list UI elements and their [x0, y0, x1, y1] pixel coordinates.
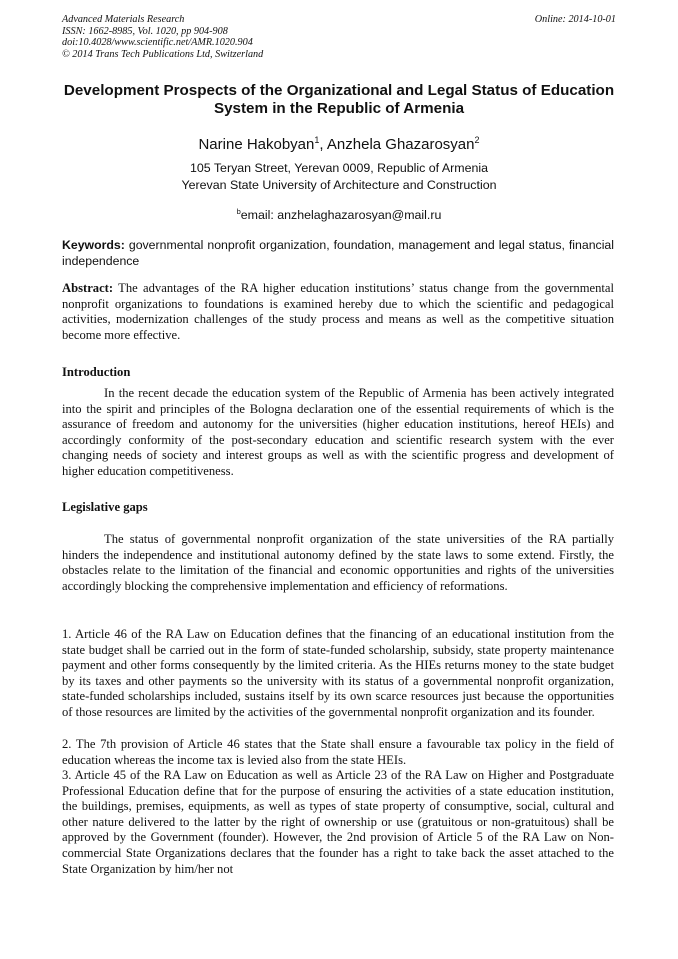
- journal-name: Advanced Materials Research: [62, 14, 185, 25]
- author-name: Narine Hakobyan: [198, 136, 315, 153]
- journal-issn: ISSN: 1662-8985, Vol. 1020, pp 904-908: [62, 25, 228, 37]
- paper-authors: [62, 135, 616, 153]
- introduction-paragraph: In the recent decade the education system of the Republic of Armenia has been actively integrated into the spirit and principles of the Bologna declaration one of the essential requirements of which is the assurance of freedom and autonomy for the universities (higher education institutions, hereof HEIs) and accordingly conformity of the post-secondary education and scientific research system with the ever changing needs of society and interest groups as well as with the scientific progress and development of higher education competitiveness.: [62, 386, 614, 478]
- keywords-label: Keywords:: [62, 238, 125, 252]
- author-affil-mark: 2: [474, 135, 480, 145]
- email-text: email: anzhelaghazarosyan@mail.ru: [240, 208, 442, 223]
- author-affil-mark: 1: [314, 135, 320, 145]
- paper-title: Development Prospects of the Organizational and Legal Status of Education System in the Republic of Armenia: [63, 82, 615, 117]
- author-affiliation: [62, 160, 616, 194]
- list-item: 3. Article 45 of the RA Law on Education as well as Article 23 of the RA Law on Higher and Postgraduate Professional Education define that for the purpose of ensuring the activities of a state education institution, the buildings, premises, equipments, as well as types of state property of consumptive, social, cultural and other nature delivered to the latter by the right of ownership or use (gratuitous or non-gratuitous) shall be approved by the Government (founder). However, the 2nd provision of Article 5 of the RA Law on Non-commercial State Organizations declares that the founder has a right to take back the asset attached to the State Organization by him/her not: [62, 768, 614, 876]
- keywords: [62, 238, 614, 269]
- author-email: [62, 207, 616, 222]
- abstract: [62, 281, 614, 343]
- email-mark: b: [236, 207, 241, 216]
- affiliation-institution: Yerevan State University of Architecture and Construction: [181, 178, 497, 192]
- online-date: Online: 2014-10-01: [534, 14, 616, 25]
- keywords-text: governmental nonprofit organization, foundation, management and legal status, financial independence: [62, 238, 614, 268]
- list-item: 2. The 7th provision of Article 46 states that the State shall ensure a favourable tax policy in the field of education whereas the income tax is levied also from the state HEIs.: [62, 737, 614, 767]
- author-separator: ,: [319, 136, 327, 153]
- author-name: Anzhela Ghazarosyan: [326, 136, 475, 153]
- section-heading-legislative-gaps: Legislative gaps: [62, 500, 148, 514]
- section-heading-introduction: Introduction: [62, 365, 131, 379]
- affiliation-address: 105 Teryan Street, Yerevan 0009, Republic of Armenia: [189, 161, 489, 175]
- journal-copyright: © 2014 Trans Tech Publications Ltd, Switzerland: [62, 48, 264, 60]
- journal-header: [62, 14, 616, 60]
- abstract-label: Abstract:: [62, 281, 114, 295]
- list-item: 1. Article 46 of the RA Law on Education defines that the financing of an educational institution from the state budget shall be carried out in the form of state-funded scholarship, subsidy, state property maintenance payment and other forms consequently by the limited criteria. As the HIEs returns money to the state budget by its taxes and other payments so the university with its status of a governmental nonprofit organization, state-funded scholarships included, sustains itself by its own scarce resources just because the opportunities of those resources are limited by the activities of the governmental nonprofit organization and its founder.: [62, 627, 614, 719]
- legislative-paragraph: The status of governmental nonprofit organization of the state universities of the RA partially hinders the independence and institutional autonomy defined by the state laws to some extend. Firstly, the obstacles relate to the limitation of the financial and economic opportunities and rights of the universities accordingly blocking the comprehensive implementation and efficiency of reformations.: [62, 532, 614, 593]
- journal-doi: doi:10.4028/www.scientific.net/AMR.1020.904: [62, 37, 253, 49]
- abstract-text: The advantages of the RA higher education institutions’ status change from the governmental nonprofit organizations to foundations is examined hereby due to which the scientific and pedagogical activities, modernization challenges of the study process and means as well as the competitive situation become more effective.: [62, 281, 614, 342]
